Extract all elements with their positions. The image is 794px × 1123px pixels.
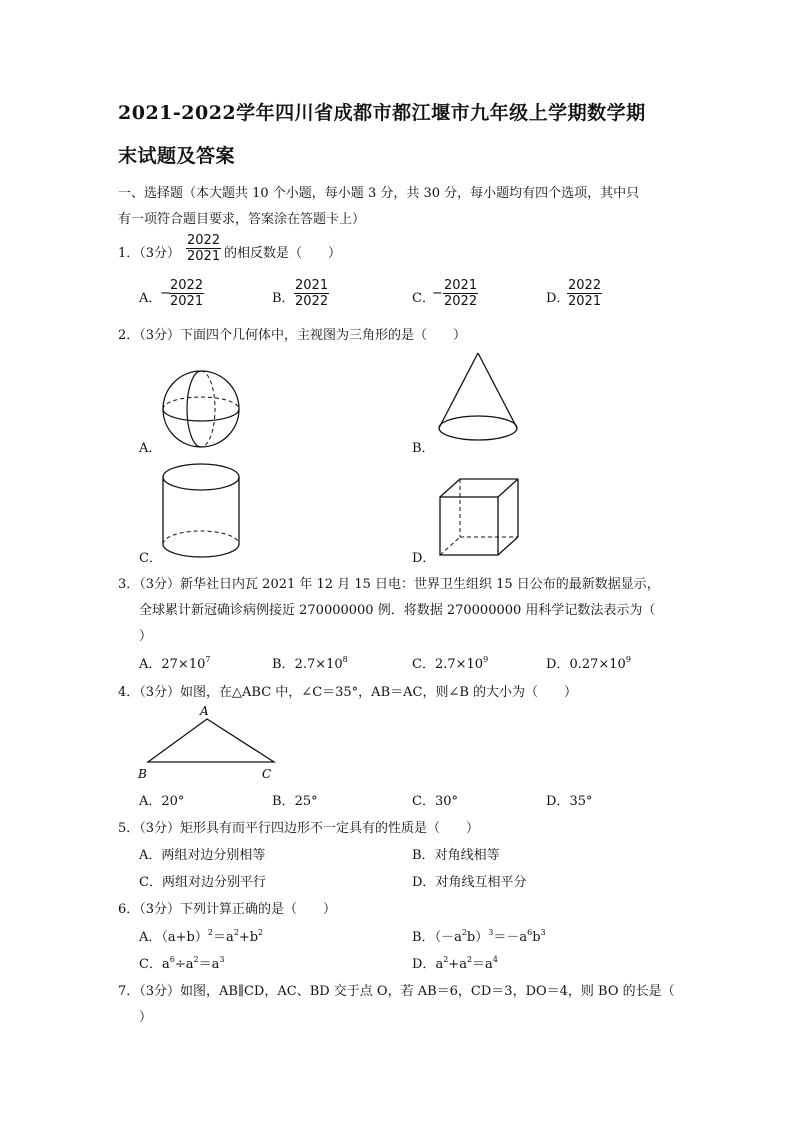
q3-option-b-base: 2.7×10 — [294, 657, 343, 672]
q4-option-a-label: A． — [139, 794, 162, 809]
q6-d-exp3: 4 — [492, 955, 498, 964]
q4-option-a — [139, 790, 184, 809]
q6-b-exp1: 2 — [461, 928, 467, 937]
q3-option-b — [272, 653, 348, 672]
q1-option-c-fraction — [443, 278, 478, 309]
q1-option-b-label: B． — [272, 291, 295, 306]
q3-option-c-exp: 9 — [483, 655, 489, 664]
triangle-figure — [135, 703, 285, 783]
q4-option-a-text: 20° — [161, 794, 185, 809]
q3-option-b-exp: 8 — [342, 655, 348, 664]
q2-option-d-label: D． — [412, 551, 436, 566]
q6-c-exp2: 2 — [193, 955, 199, 964]
q6-a-exp2: 2 — [233, 928, 239, 937]
q3-option-a-label: A． — [139, 657, 162, 672]
q6-option-c-label: C． — [139, 957, 162, 972]
q1-prefix: 1．（3分） — [118, 246, 181, 261]
q5-option-b-label: B． — [412, 848, 435, 863]
q1-suffix: 的相反数是（ ） — [224, 246, 342, 261]
q6-d-part3: ＝a — [472, 957, 493, 972]
q6-a-part3: +b — [238, 930, 259, 945]
q1-frac-den: 2021 — [187, 249, 221, 264]
q6-option-b — [412, 926, 546, 945]
q2-option-c-label: C． — [139, 551, 162, 566]
q2-option-a-label: A． — [139, 441, 162, 456]
q2-text: 2．（3分）下面四个几何体中，主视图为三角形的是（ ） — [118, 328, 467, 343]
q6-text: 6．（3分）下列计算正确的是（ ） — [118, 902, 337, 917]
q6-a-exp1: 2 — [207, 928, 213, 937]
q6-option-d-label: D． — [412, 957, 436, 972]
q3-option-d — [546, 653, 631, 672]
q6-option-a — [139, 926, 263, 945]
cylinder-figure — [160, 462, 242, 560]
q3-option-a-base: 27×10 — [161, 657, 206, 672]
q6-a-part2: ＝a — [212, 930, 234, 945]
q5-option-b-text: 对角线相等 — [434, 848, 500, 863]
q5-option-c — [139, 871, 266, 890]
q5-option-d-label: D． — [412, 875, 436, 890]
q6-d-exp2: 2 — [466, 955, 473, 964]
q1-option-a-num: 2022 — [170, 278, 204, 293]
q6-b-exp4: 3 — [540, 928, 546, 937]
q1-option-c-label: C． — [412, 291, 435, 306]
triangle-label-b: B — [138, 767, 147, 781]
q1-option-a-den: 2021 — [170, 294, 204, 309]
q6-b-exp3: 6 — [527, 928, 533, 937]
q4-option-c — [412, 790, 458, 809]
q3-option-c-label: C． — [412, 657, 435, 672]
q1-option-d-fraction — [567, 278, 602, 309]
q5-option-a-text: 两组对边分别相等 — [161, 848, 266, 863]
triangle-label-c: C — [262, 767, 272, 781]
q6-d-part2: +a — [448, 957, 467, 972]
q6-option-b-label: B． — [412, 930, 435, 945]
q3-line1: 3．（3分）新华社日内瓦 2021 年 12 月 15 日电：世界卫生组织 15 日公布的最新数据显示， — [118, 577, 660, 592]
q4-option-d — [546, 790, 592, 809]
q4-option-c-text: 30° — [434, 794, 458, 809]
q1-option-b-den: 2022 — [295, 294, 329, 309]
q6-b-part2: b） — [466, 930, 489, 945]
page-title-line2: 末试题及答案 — [118, 145, 236, 167]
q1-option-d-num: 2022 — [568, 278, 602, 293]
q1-option-c-den: 2022 — [444, 294, 478, 309]
q5-option-c-label: C． — [139, 875, 162, 890]
q3-option-b-label: B． — [272, 657, 295, 672]
q6-b-part4: b — [532, 930, 541, 945]
q3-option-c — [412, 653, 488, 672]
q4-option-c-label: C． — [412, 794, 435, 809]
q5-option-c-text: 两组对边分别平行 — [161, 875, 266, 890]
q4-option-d-text: 35° — [569, 794, 593, 809]
q3-option-d-label: D． — [546, 657, 570, 672]
q6-c-exp1: 6 — [169, 955, 175, 964]
q1-option-c-sign: − — [432, 286, 443, 301]
page-title-line1: 2021-2022学年四川省成都市都江堰市九年级上学期数学期 — [118, 102, 646, 124]
q7-line1: 7．（3分）如图，AB∥CD，AC、BD 交于点 O，若 AB＝6，CD＝3，DO＝4，则 BO 的长是（ — [118, 984, 675, 999]
q4-option-b-label: B． — [272, 794, 295, 809]
cone-figure — [437, 352, 519, 452]
q4-text: 4．（3分）如图，在△ABC 中，∠C＝35°，AB＝AC，则∠B 的大小为（ ） — [118, 685, 578, 700]
sphere-figure — [160, 368, 242, 450]
q6-c-part1: a — [161, 957, 170, 972]
cube-figure — [438, 477, 522, 557]
q6-d-exp1: 2 — [443, 955, 449, 964]
q3-line2: 全球累计新冠确诊病例接近 270000000 例．将数据 270000000 用科学记数法表示为（ — [139, 603, 656, 618]
q1-option-d-label: D． — [546, 291, 570, 306]
q7-line2: ） — [139, 1010, 153, 1025]
q3-option-a-exp: 7 — [205, 655, 211, 664]
q6-option-d — [412, 953, 498, 972]
q6-a-exp3: 2 — [258, 928, 264, 937]
q1-frac-num: 2022 — [187, 233, 221, 248]
q3-option-d-exp: 9 — [625, 655, 631, 664]
q6-c-exp3: 3 — [219, 955, 225, 964]
q5-text: 5．（3分）矩形具有而平行四边形不一定具有的性质是（ ） — [118, 821, 480, 836]
q3-line3: ） — [139, 629, 153, 644]
q1-option-a-fraction — [169, 278, 204, 309]
section-heading-line1: 一、选择题（本大题共 10 个小题，每小题 3 分，共 30 分，每小题均有四个选项，其中只 — [118, 186, 640, 201]
q6-option-a-label: A． — [139, 930, 162, 945]
q5-option-d-text: 对角线互相平分 — [435, 875, 527, 890]
q6-option-c — [139, 953, 224, 972]
q6-c-part2: ÷a — [174, 957, 194, 972]
q6-b-part3: ＝－a — [493, 930, 528, 945]
q6-c-part3: ＝a — [198, 957, 220, 972]
q6-a-part1: （a+b） — [161, 930, 208, 945]
q3-option-c-base: 2.7×10 — [434, 657, 484, 672]
q6-d-part1: a — [435, 957, 444, 972]
q6-b-part1: （－a — [434, 930, 462, 945]
q1-fraction — [186, 233, 221, 264]
q6-b-exp2: 3 — [488, 928, 494, 937]
q1-option-a-label: A． — [139, 291, 162, 306]
q4-option-d-label: D． — [546, 794, 570, 809]
q5-option-a — [139, 844, 265, 863]
q1-option-d-den: 2021 — [568, 294, 602, 309]
section-heading-line2: 有一项符合题目要求，答案涂在答题卡上） — [118, 212, 366, 227]
q1-option-b-num: 2021 — [295, 278, 329, 293]
q1-option-a-sign: − — [160, 286, 171, 301]
q5-option-d — [412, 871, 526, 890]
triangle-label-a: A — [200, 704, 209, 718]
q3-option-d-base: 0.27×10 — [569, 657, 626, 672]
q2-option-b-label: B． — [412, 441, 435, 456]
q5-option-a-label: A． — [139, 848, 162, 863]
q3-option-a — [139, 653, 210, 672]
q1-option-b-fraction — [294, 278, 329, 309]
q5-option-b — [412, 844, 500, 863]
q4-option-b — [272, 790, 318, 809]
q1-option-c-num: 2021 — [444, 278, 478, 293]
q4-option-b-text: 25° — [294, 794, 318, 809]
